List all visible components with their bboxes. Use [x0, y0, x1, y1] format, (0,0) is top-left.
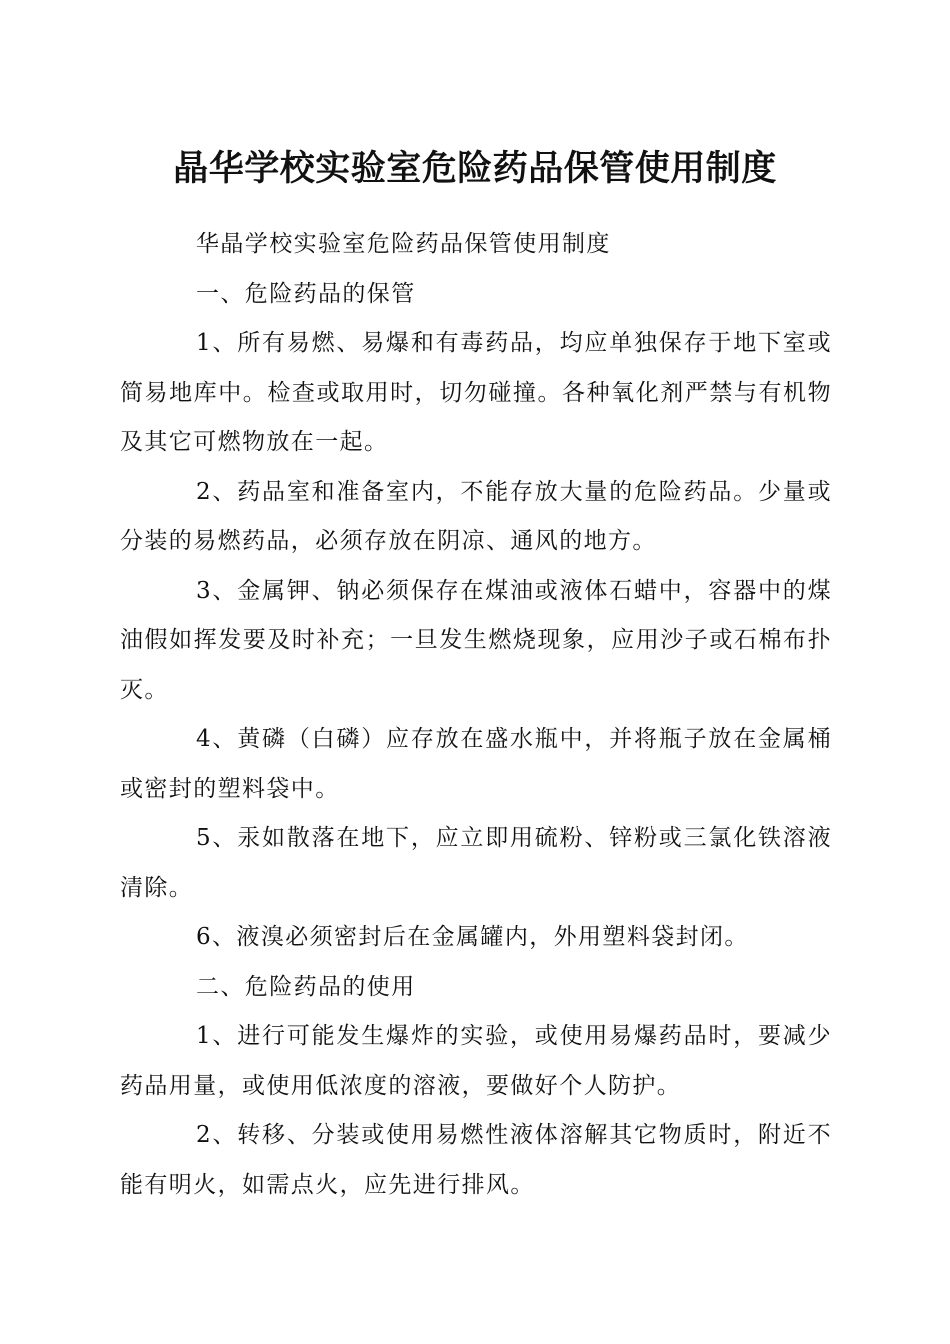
storage-rule-3: 3、金属钾、钠必须保存在煤油或液体石蜡中，容器中的煤油假如挥发要及时补充；一旦发生燃烧现象，应用沙子或石棉布扑灭。	[120, 577, 832, 703]
storage-rule-4: 4、黄磷（白磷）应存放在盛水瓶中，并将瓶子放在金属桶或密封的塑料袋中。	[120, 726, 832, 802]
section-heading-usage: 二、危险药品的使用	[196, 973, 416, 1000]
document-body	[120, 220, 832, 1210]
storage-rule-5: 5、汞如散落在地下，应立即用硫粉、锌粉或三氯化铁溶液清除。	[120, 825, 832, 901]
storage-rule-6: 6、液溴必须密封后在金属罐内，外用塑料袋封闭。	[196, 924, 749, 950]
usage-rule-2: 2、转移、分装或使用易燃性液体溶解其它物质时，附近不能有明火，如需点火，应先进行排风。	[120, 1122, 832, 1198]
storage-rule-2: 2、药品室和准备室内，不能存放大量的危险药品。少量或分装的易燃药品，必须存放在阴凉、通风的地方。	[120, 478, 832, 554]
subtitle-paragraph: 华晶学校实验室危险药品保管使用制度	[196, 231, 611, 257]
section-heading-storage: 一、危险药品的保管	[196, 280, 416, 307]
document-title: 晶华学校实验室危险药品保管使用制度	[173, 148, 777, 189]
usage-rule-1: 1、进行可能发生爆炸的实验，或使用易爆药品时，要减少药品用量，或使用低浓度的溶液，要做好个人防护。	[120, 1023, 832, 1099]
storage-rule-1: 1、所有易燃、易爆和有毒药品，均应单独保存于地下室或简易地库中。检查或取用时，切勿碰撞。各种氧化剂严禁与有机物及其它可燃物放在一起。	[120, 330, 832, 455]
